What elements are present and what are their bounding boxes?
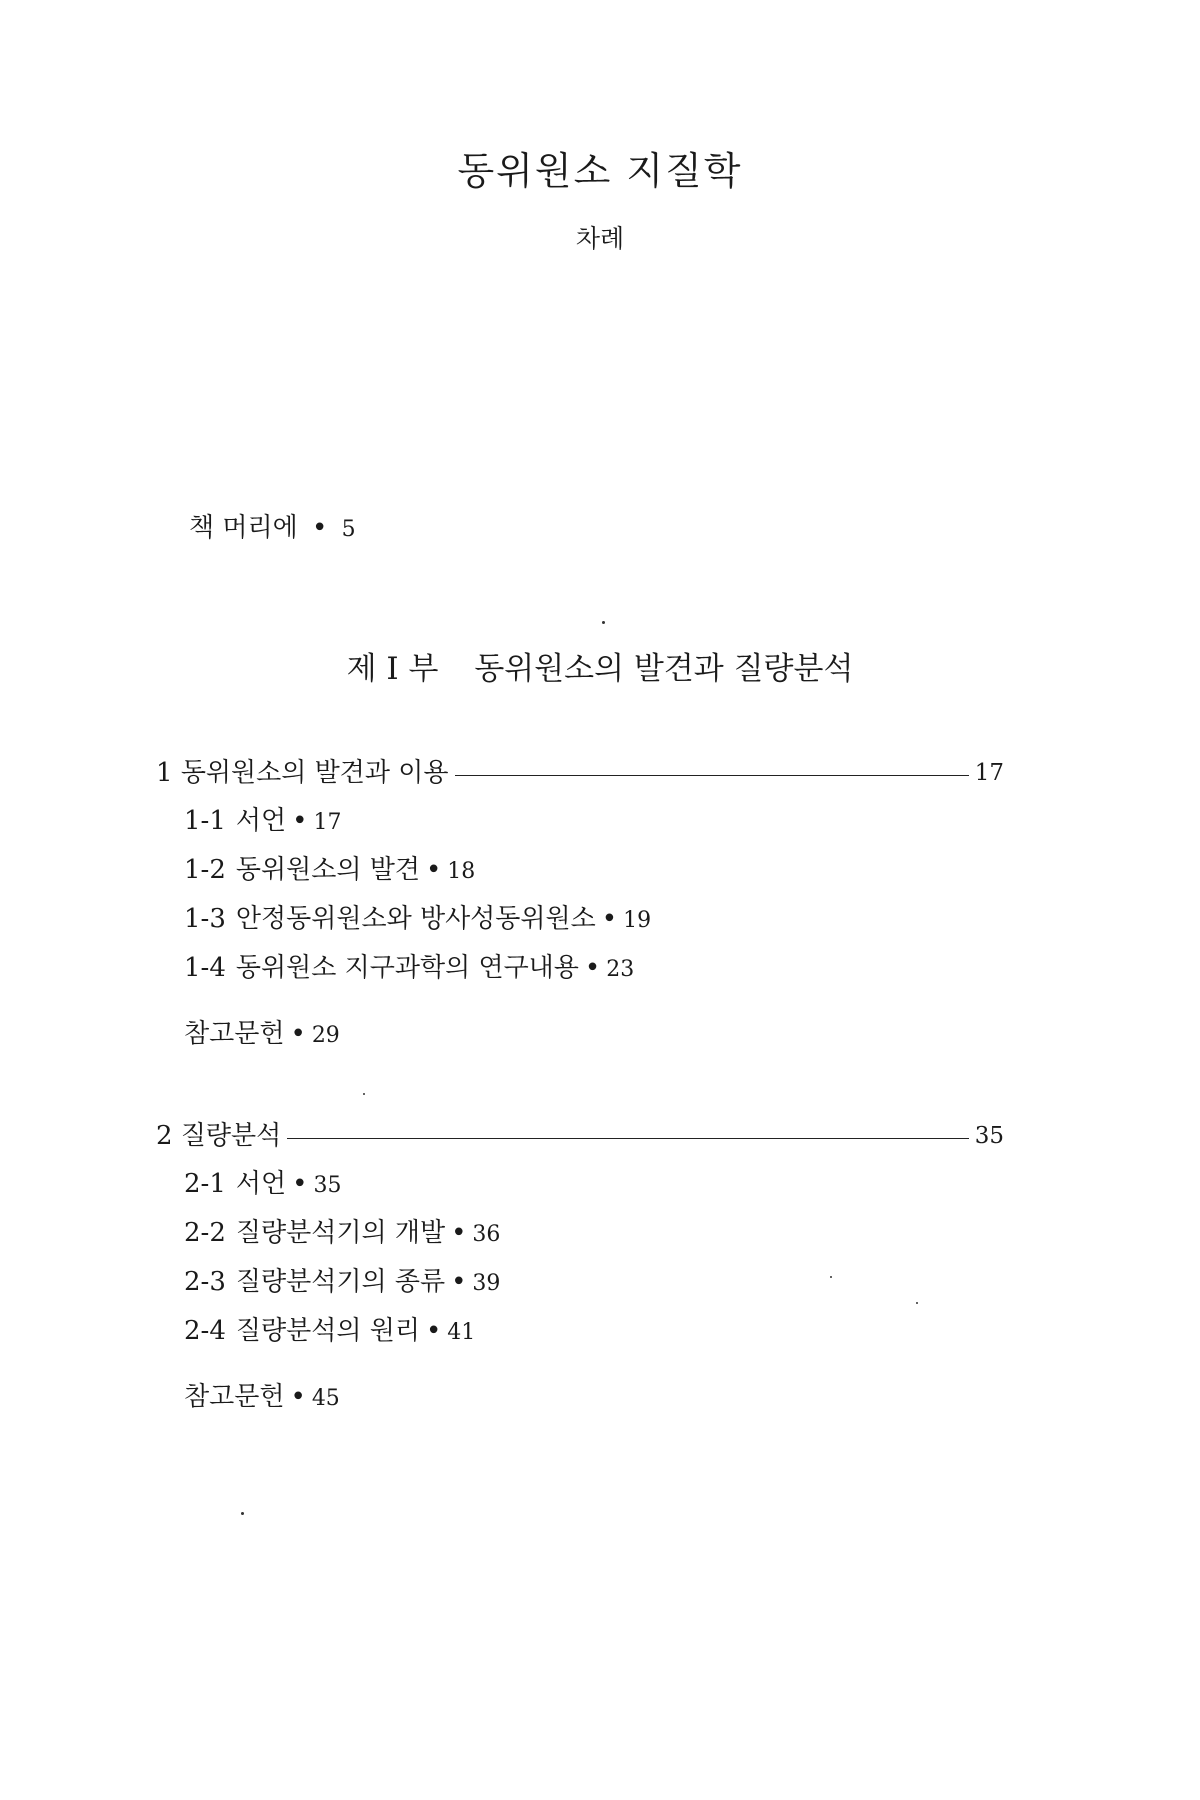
scan-speck — [602, 621, 605, 624]
part-title: 동위원소의 발견과 질량분석 — [474, 651, 854, 687]
chapter-entry[interactable] — [156, 755, 1004, 791]
references-label: 참고문헌 — [184, 1382, 285, 1412]
section-number: 1-4 — [184, 953, 226, 983]
part-heading — [0, 648, 1200, 690]
chapter-number: 2 — [156, 1121, 173, 1151]
scan-speck — [830, 1276, 832, 1278]
section-title: 동위원소의 발견 — [235, 855, 420, 885]
section-title: 질량분석기의 개발 — [235, 1218, 446, 1248]
part-number: 제 I 부 — [346, 651, 439, 687]
section-list — [156, 803, 1004, 999]
bullet-separator: • — [584, 953, 601, 983]
bullet-separator: • — [451, 1218, 467, 1248]
section-page: 18 — [447, 859, 476, 884]
section-number: 2-3 — [184, 1267, 226, 1297]
chapter-2 — [156, 1118, 1004, 1417]
section-page: 41 — [447, 1320, 476, 1345]
section-number: 1-1 — [184, 806, 226, 836]
section-entry[interactable] — [184, 901, 1004, 950]
chapter-page: 35 — [974, 1123, 1004, 1149]
references-label: 참고문헌 — [184, 1019, 285, 1049]
references-entry[interactable] — [184, 1016, 1004, 1054]
section-entry[interactable] — [184, 1166, 1004, 1215]
bullet-separator: • — [290, 1019, 306, 1049]
chapter-number: 1 — [156, 758, 173, 788]
section-number: 2-4 — [184, 1316, 226, 1346]
section-page: 17 — [313, 810, 342, 835]
section-entry[interactable] — [184, 1215, 1004, 1264]
chapter-title: 동위원소의 발견과 이용 — [180, 758, 449, 788]
section-entry[interactable] — [184, 803, 1004, 852]
section-title: 질량분석기의 종류 — [235, 1267, 446, 1297]
scan-speck — [916, 1302, 918, 1304]
leader-line — [287, 1138, 968, 1139]
section-number: 1-3 — [184, 904, 226, 934]
bullet-separator: • — [601, 904, 618, 934]
bullet-separator: • — [312, 513, 328, 543]
scan-speck — [363, 1093, 365, 1095]
book-title: 동위원소 지질학 — [457, 149, 743, 193]
chapter-entry[interactable] — [156, 1118, 1004, 1154]
section-page: 39 — [472, 1271, 501, 1296]
scan-speck — [241, 1512, 244, 1515]
section-page: 36 — [472, 1222, 501, 1247]
section-list — [156, 1166, 1004, 1362]
bullet-separator: • — [292, 806, 308, 836]
chapter-page: 17 — [974, 760, 1004, 786]
bullet-separator: • — [292, 1169, 308, 1199]
leader-line — [455, 775, 969, 776]
section-entry[interactable] — [184, 1313, 1004, 1362]
preface-page: 5 — [341, 517, 356, 542]
section-page: 35 — [313, 1173, 342, 1198]
section-number: 2-2 — [184, 1218, 226, 1248]
chapter-title: 질량분석 — [180, 1121, 282, 1151]
references-entry[interactable] — [184, 1379, 1004, 1417]
section-page: 23 — [606, 957, 635, 982]
section-number: 2-1 — [184, 1169, 226, 1199]
chapter-label — [156, 755, 449, 791]
section-number: 1-2 — [184, 855, 226, 885]
preface-label: 책 머리에 — [189, 513, 298, 543]
preface-entry[interactable] — [189, 510, 356, 548]
section-title: 동위원소 지구과학의 연구내용 — [235, 953, 579, 983]
section-entry[interactable] — [184, 852, 1004, 901]
section-page: 19 — [623, 908, 652, 933]
bullet-separator: • — [425, 855, 442, 885]
chapter-label — [156, 1118, 281, 1154]
bullet-separator: • — [451, 1267, 467, 1297]
chapter-1 — [156, 755, 1004, 1054]
section-title: 안정동위원소와 방사성동위원소 — [235, 904, 596, 934]
section-entry[interactable] — [184, 950, 1004, 999]
section-title: 서언 — [235, 1169, 287, 1199]
references-page: 29 — [311, 1023, 340, 1048]
bullet-separator: • — [425, 1316, 442, 1346]
toc-heading: 차례 — [575, 224, 625, 253]
references-page: 45 — [311, 1386, 340, 1411]
bullet-separator: • — [290, 1382, 306, 1412]
section-entry[interactable] — [184, 1264, 1004, 1313]
section-title: 질량분석의 원리 — [235, 1316, 420, 1346]
section-title: 서언 — [235, 806, 287, 836]
